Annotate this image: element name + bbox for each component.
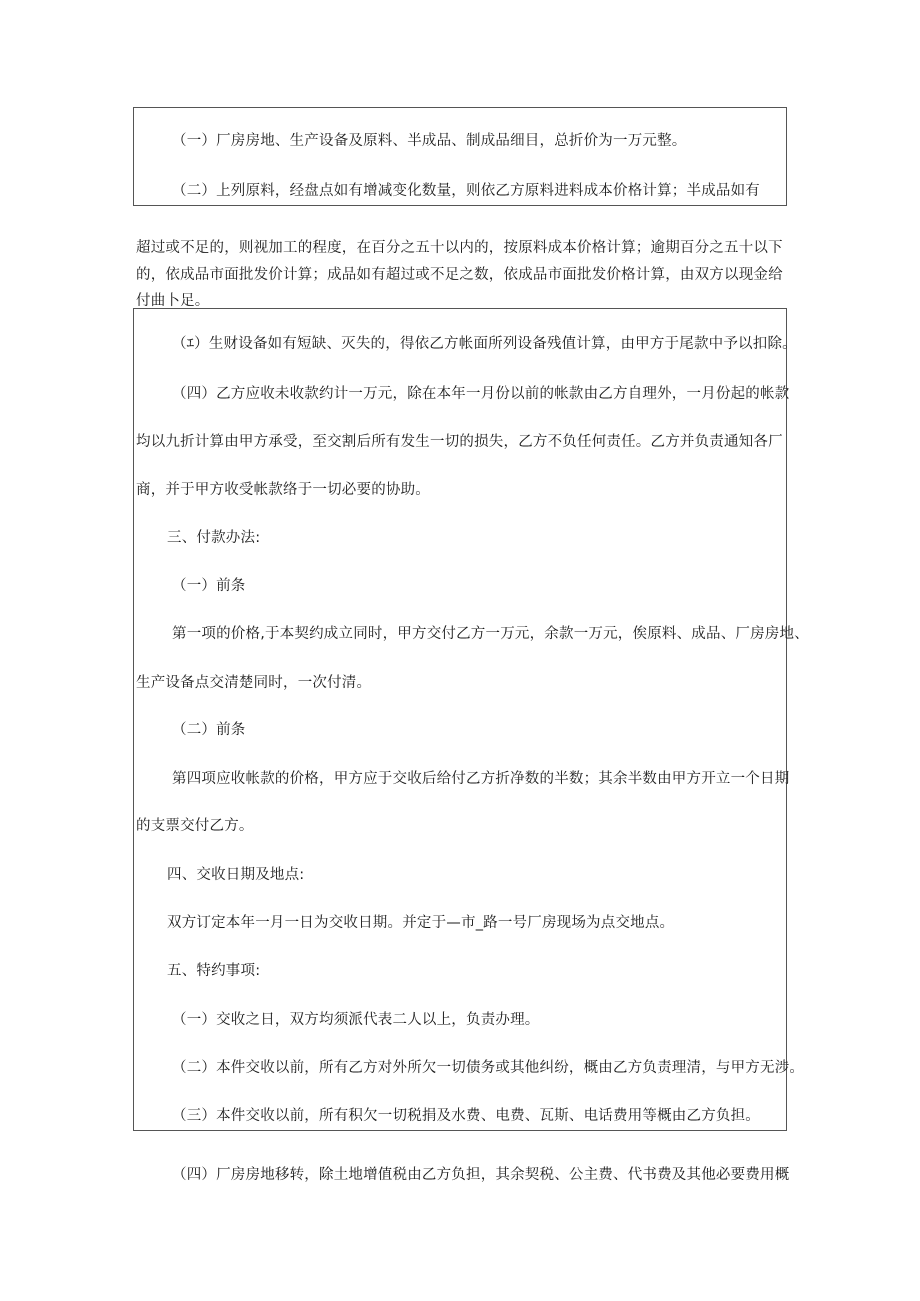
payment-item-2-label: （二）前条 — [172, 722, 246, 738]
payment-item-1-line-1: 第一项的价格,于本契约成立同时，甲方交付乙方一万元，余款一万元，俟原料、成品、厂房房地、 — [172, 626, 809, 642]
item-4-line-1: （四）乙方应收未收款约计一万元，除在本年一月份以前的帐款由乙方自理外，一月份起的帐款 — [172, 386, 790, 402]
section-4-heading: 四、交收日期及地点: — [167, 867, 305, 883]
payment-item-1-label: （一）前条 — [172, 578, 246, 594]
paragraph-1-2: （二）上列原料，经盘点如有增减变化数量，则依乙方原料进料成本价格计算；半成品如有 — [172, 183, 760, 199]
special-item-3: （三）本件交收以前，所有积欠一切税捐及水费、电费、瓦斯、电话费用等概由乙方负担。 — [172, 1108, 760, 1124]
section-4-text: 双方订定本年一月一日为交收日期。并定于—市_路一号厂房现场为点交地点。 — [167, 915, 675, 931]
paragraph-free-3: 付曲卜足。 — [136, 293, 210, 309]
section-5-heading: 五、特约事项: — [167, 963, 261, 979]
payment-item-2-line-1: 第四项应收帐款的价格，甲方应于交收后给付乙方折净数的半数；其余半数由甲方开立一个日期 — [172, 771, 790, 787]
item-4-line-2: 均以九折计算由甲方承受，至交割后所有发生一切的损失，乙方不负任何责任。乙方并负责通知各厂 — [136, 434, 783, 450]
section-3-heading: 三、付款办法: — [167, 530, 261, 546]
paragraph-free-2: 的，依成品市面批发价计算；成品如有超过或不足之数，依成品市面批发价格计算，由双方以现金给 — [136, 267, 783, 283]
item-3: （ｴ）生财设备如有短缺、灭失的，得依乙方帐面所列设备残值计算，由甲方于尾款中予以扣除。 — [172, 336, 797, 352]
special-item-2: （二）本件交收以前，所有乙方对外所欠一切债务或其他纠纷，概由乙方负责理清，与甲方无涉。 — [172, 1060, 805, 1076]
special-item-4: （四）厂房房地移转，除土地增值税由乙方负担，其余契税、公主费、代书费及其他必要费用概 — [172, 1167, 790, 1183]
paragraph-free-1: 超过或不足的，则视加工的程度，在百分之五十以内的，按原料成本价格计算；逾期百分之五十以下 — [136, 240, 783, 256]
payment-item-1-line-2: 生产设备点交清楚同时，一次付清。 — [136, 675, 372, 691]
payment-item-2-line-2: 的支票交付乙方。 — [136, 818, 254, 834]
item-4-line-3: 商，并于甲方收受帐款络于一切必要的协助。 — [136, 482, 430, 498]
paragraph-1-1: （一）厂房房地、生产设备及原料、半成品、制成品细目，总折价为一万元整。 — [172, 133, 687, 149]
special-item-1: （一）交收之日，双方均须派代表二人以上，负责办理。 — [172, 1012, 540, 1028]
